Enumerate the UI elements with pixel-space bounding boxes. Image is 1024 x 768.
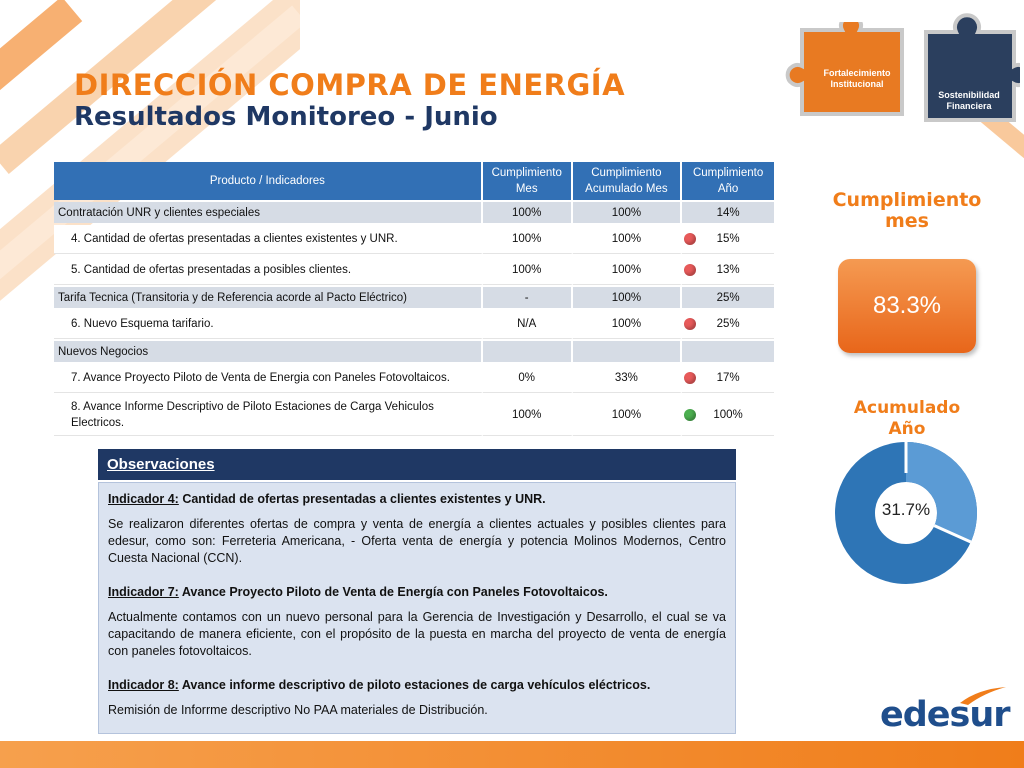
logo-text: edesur [880,695,1010,735]
row-year-cell [682,395,774,436]
row-year: 15% [716,233,740,245]
kpi-month-label: Cumplimiento mes [832,189,982,232]
observation-text: Actualmente contamos con un nuevo personal para la Gerencia de Investigación y Desarrollo, el cual se va capacitando de manera eficiente, con el propósito de la puesta en marcha del proyecto de venta de energía con paneles fotovoltaicos. [108,610,726,658]
row-name: Nuevos Negocios [54,341,483,362]
row-month: 100% [483,256,573,285]
row-name: Tarifa Tecnica (Transitoria y de Referencia acorde al Pacto Eléctrico) [54,287,483,308]
row-acc: 100% [573,395,683,436]
badge-sostenibilidad [920,6,1020,126]
observation-heading: Indicador 7: Avance Proyecto Piloto de Venta de Energía con Paneles Fotovoltaicos. [108,585,608,599]
donut-chart [835,442,977,584]
table-row [54,287,774,308]
row-year: 25% [716,318,740,330]
observation-text: Remisión de Inforrme descriptivo No PAA materiales de Distribución. [108,703,488,717]
status-green-icon [684,409,696,421]
observation-heading: Indicador 4: Cantidad de ofertas presentadas a clientes existentes y UNR. [108,492,546,506]
row-acc: 33% [573,364,683,393]
status-red-icon [684,318,696,330]
status-red-icon [684,264,696,276]
row-acc: 100% [573,287,683,308]
observations-body [98,482,736,734]
header-month: Cumplimiento Mes [483,162,573,200]
row-month: - [483,287,573,308]
corner-decoration-right [980,120,1024,180]
table-row [54,256,774,285]
table-header-row [54,162,774,200]
badge-fortalecimiento-label: Fortalecimiento Institucional [823,68,891,89]
header-year: Cumplimiento Año [682,162,774,200]
badge-sostenibilidad-label: Sostenibilidad Financiera [938,90,1000,111]
observations-header: Observaciones [98,449,736,480]
row-month: 100% [483,202,573,223]
table-row [54,364,774,393]
observation-heading: Indicador 8: Avance informe descriptivo de piloto estaciones de carga vehículos eléctricos. [108,678,651,692]
edesur-logo [880,695,1010,735]
row-year-cell [682,310,774,339]
row-acc: 100% [573,310,683,339]
table-row [54,395,774,436]
row-year: 25% [682,287,774,308]
row-acc: 100% [573,256,683,285]
header-acc-month: Cumplimiento Acumulado Mes [573,162,683,200]
row-acc [573,341,683,362]
table-row [54,310,774,339]
donut-value: 31.7% [881,500,931,519]
row-name: 4. Cantidad de ofertas presentadas a clientes existentes y UNR. [54,225,483,254]
status-red-icon [684,233,696,245]
logo-swoosh-icon [958,685,1008,707]
row-month: N/A [483,310,573,339]
footer-bar [0,741,1024,768]
status-red-icon [684,372,696,384]
row-year-cell [682,364,774,393]
indicators-table [54,160,774,438]
kpi-month-value: 83.3% [838,259,976,353]
row-name: 8. Avance Informe Descriptivo de Piloto Estaciones de Carga Vehiculos Electricos. [54,395,483,436]
row-year: 17% [716,372,740,384]
kpi-year-label: Acumulado Año [853,398,961,439]
observation-text: Se realizaron diferentes ofertas de compra y venta de energía a clientes actuales y posibles clientes para edesur, como son: Ferreteria Americana, - Oferta venta de energía y potencia Molinos Modernos, Centro Cuesta Nacional (CCN). [108,517,726,565]
table-row [54,225,774,254]
row-month [483,341,573,362]
row-month: 0% [483,364,573,393]
row-year [682,341,774,362]
row-year: 14% [682,202,774,223]
badge-fortalecimiento [784,22,912,122]
row-name: Contratación UNR y clientes especiales [54,202,483,223]
page-subtitle: Resultados Monitoreo - Junio [74,102,498,132]
table-row [54,202,774,223]
row-name: 7. Avance Proyecto Piloto de Venta de Energia con Paneles Fotovoltaicos. [54,364,483,393]
row-month: 100% [483,395,573,436]
row-year: 13% [716,264,740,276]
row-year: 100% [713,409,743,421]
row-year-cell [682,225,774,254]
table-row [54,341,774,362]
row-name: 6. Nuevo Esquema tarifario. [54,310,483,339]
row-month: 100% [483,225,573,254]
header-product: Producto / Indicadores [54,162,483,200]
row-acc: 100% [573,225,683,254]
page-title: DIRECCIÓN COMPRA DE ENERGÍA [74,68,626,102]
row-year-cell [682,256,774,285]
row-acc: 100% [573,202,683,223]
row-name: 5. Cantidad de ofertas presentadas a posibles clientes. [54,256,483,285]
